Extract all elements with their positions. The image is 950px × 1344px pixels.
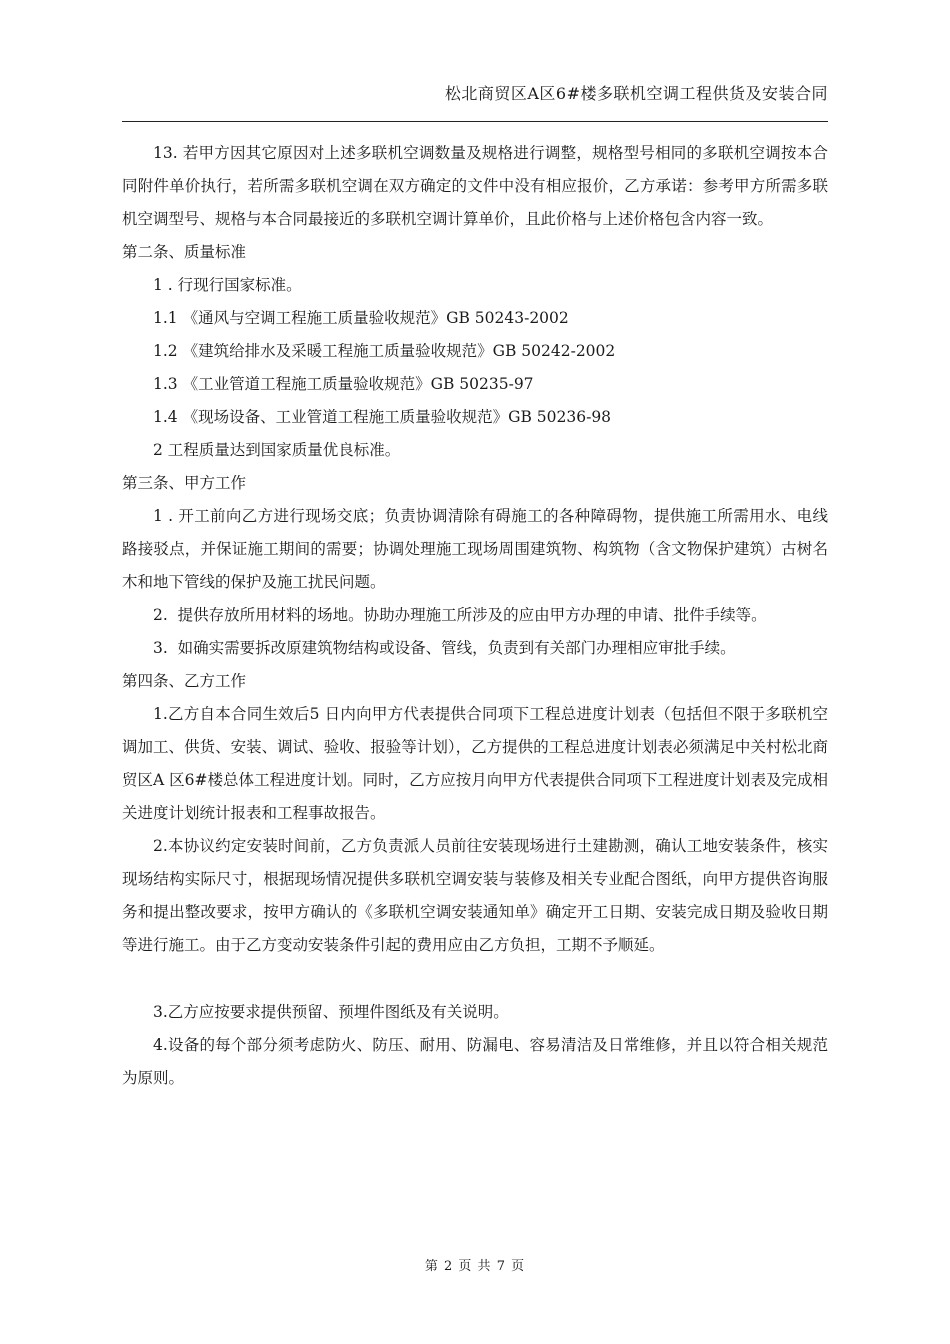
- section-2-item-1: 1 . 行现行国家标准。: [153, 276, 302, 294]
- section-4-item-4: 4.设备的每个部分须考虑防火、防压、耐用、防漏电、容易清洁及日常维修，并且以符合相关规范为原则。: [122, 1036, 828, 1087]
- page-number: 第 2 页 共 7 页: [424, 1259, 526, 1274]
- section-2-item-1-3: 1.3 《工业管道工程施工质量验收规范》GB 50235-97: [153, 375, 534, 393]
- section-3-title: 第三条、甲方工作: [122, 474, 247, 492]
- section-4-item-3: 3.乙方应按要求提供预留、预埋件图纸及有关说明。: [153, 1003, 509, 1021]
- section-4-item-2: 2.本协议约定安装时间前，乙方负责派人员前往安装现场进行土建勘测，确认工地安装条件，核实现场结构实际尺寸，根据现场情况提供多联机空调安装与装修及相关专业配合图纸，向甲方提供咨询服务和提出整改要求，按甲方确认的《多联机空调安装通知单》确定开工日期、安装完成日期及验收日期等进行施工。由于乙方变动安装条件引起的费用应由乙方负担，工期不予顺延。: [122, 837, 828, 954]
- section-4-title: 第四条、乙方工作: [122, 672, 247, 690]
- section-2-item-1-2: 1.2 《建筑给排水及采暖工程施工质量验收规范》GB 50242-2002: [153, 342, 616, 360]
- paragraph-gap: [122, 962, 828, 996]
- clause-13: 13. 若甲方因其它原因对上述多联机空调数量及规格进行调整，规格型号相同的多联机空调按本合同附件单价执行，若所需多联机空调在双方确定的文件中没有相应报价，乙方承诺：参考甲方所需多联机空调型号、规格与本合同最接近的多联机空调计算单价，且此价格与上述价格包含内容一致。: [122, 144, 828, 228]
- header-divider: [122, 121, 828, 122]
- section-2-item-2: 2 工程质量达到国家质量优良标准。: [153, 441, 401, 459]
- section-4-item-1: 1.乙方自本合同生效后5 日内向甲方代表提供合同项下工程总进度计划表（包括但不限于多联机空调加工、供货、安装、调试、验收、报验等计划），乙方提供的工程总进度计划表必须满足中关村松北商贸区A 区6#楼总体工程进度计划。同时，乙方应按月向甲方代表提供合同项下工程进度计划表及完成相关进度计划统计报表和工程事故报告。: [122, 705, 828, 822]
- section-3-item-2: 2. 提供存放所用材料的场地。协助办理施工所涉及的应由甲方办理的申请、批件手续等。: [153, 606, 767, 624]
- section-2-item-1-4: 1.4 《现场设备、工业管道工程施工质量验收规范》GB 50236-98: [153, 408, 612, 426]
- document-header: 松北商贸区A区6#楼多联机空调工程供货及安装合同: [444, 84, 828, 103]
- section-3-item-3: 3. 如确实需要拆改原建筑物结构或设备、管线，负责到有关部门办理相应审批手续。: [153, 639, 736, 657]
- section-2-item-1-1: 1.1 《通风与空调工程施工质量验收规范》GB 50243-2002: [153, 309, 569, 327]
- section-3-item-1: 1 . 开工前向乙方进行现场交底；负责协调清除有碍施工的各种障碍物，提供施工所需用水、电线路接驳点，并保证施工期间的需要；协调处理施工现场周围建筑物、构筑物（含文物保护建筑）古树名木和地下管线的保护及施工扰民问题。: [122, 507, 828, 591]
- document-body: [122, 137, 828, 1095]
- section-2-title: 第二条、质量标准: [122, 243, 247, 261]
